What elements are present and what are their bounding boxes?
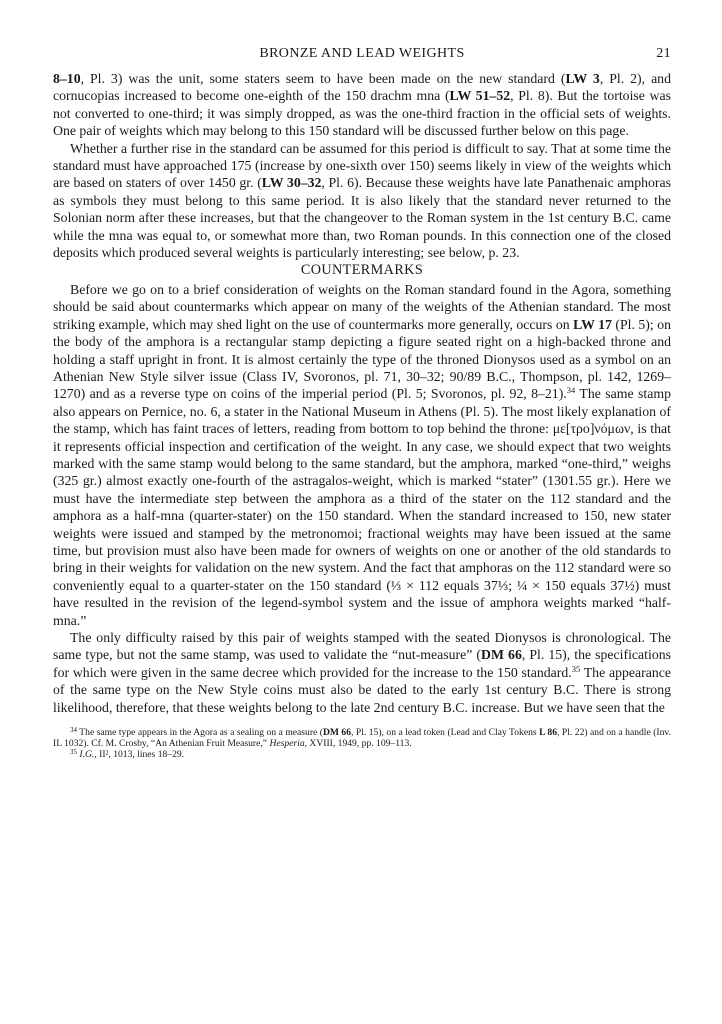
bold-reference: DM 66 bbox=[481, 647, 522, 663]
section-heading: COUNTERMARKS bbox=[300, 262, 424, 279]
paragraph bbox=[53, 70, 671, 140]
running-title: BRONZE AND LEAD WEIGHTS bbox=[259, 46, 465, 61]
italic-text: Hesperia bbox=[269, 738, 305, 750]
text-run: (Pl. 5); on the body of the amphora is a rectangular stamp depicting a figure seated right on a high-backed throne and holding a staff upright in front. It is almost certainly the type of the throned Dionysos used as a symbol on an Athenian New Style silver issue (Class IV, Svoronos, pl. 71, 30–32; 90/89 B.C., Thompson, pl. 142, 1269–1270) and as a reverse type on coins of the imperial period (Pl. 5; Svoronos, pl. 92, 8–21). bbox=[53, 316, 671, 402]
bold-reference: 8–10 bbox=[53, 71, 81, 86]
text-run: , Pl. 2), and cornucopias increased to become one-eighth of the 150 drachm mna ( bbox=[53, 71, 671, 104]
footnote-marker: 35 bbox=[571, 663, 581, 674]
footnotes bbox=[53, 727, 671, 761]
footnote-marker: 35 bbox=[70, 748, 77, 757]
body-text bbox=[53, 70, 671, 716]
bold-reference: DM 66 bbox=[322, 727, 352, 739]
page-number: 21 bbox=[656, 46, 671, 61]
paragraph bbox=[53, 629, 671, 716]
footnote bbox=[53, 727, 671, 749]
text-run: , Pl. 22) and on a handle (Inv. IL 1032). Cf. M. Crosby, “An Athenian Fruit Measure,” bbox=[53, 727, 671, 750]
text-run: The appearance of the same type on the New Style coins must also be dated to the early 1st century B.C. There is strong likelihood, therefore, that these weights belong to the late 2nd century B.C. increase. But we have seen that the bbox=[53, 664, 671, 715]
bold-reference: LW 17 bbox=[573, 316, 612, 332]
bold-reference: LW 51–52 bbox=[449, 88, 511, 104]
bold-reference: L 86 bbox=[539, 727, 558, 739]
text-run: , Pl. 6). Because these weights have late Panathenaic amphoras as symbols they must belong to this same period. It is also likely that the standard never returned to the Solonian norm after these increases, but that the changeover to the Roman system in the 1st century B.C. came while the mna was equal to, or somewhat more than, two Roman pounds. In this connection one of the closed deposits which produced several weights is particularly interesting; see below, p. 23. bbox=[53, 175, 671, 261]
text-run: Whether a further rise in the standard can be assumed for this period is difficult to say. That at some time the standard must have approached 175 (increase by one-sixth over 150) seems likely in view of the weights which are based on staters of over 1450 gr. ( bbox=[53, 140, 671, 191]
text-run: , XVIII, 1949, pp. 109–113. bbox=[304, 738, 412, 750]
text-run: The same stamp also appears on Pernice, no. 6, a stater in the National Museum in Athens (Pl. 5). The most likely explanation of the stamp, which has faint traces of letters, reading from bottom to top behind the throne: με[τρο]νόμων, is that it represents official inspection and certification of the weight. In any case, we should expect that two weights marked with the same stamp would belong to the same standard, but the amphora, marked “one-third,” weighs (325 gr.) almost exactly one-fourth of the astragalos-weight, which is marked “stater” (1301.55 gr.). Here we must have the intermediate step between the amphora as a third of the stater on the 112 standard and the amphora as a half-mna (quarter-stater) on the 150 standard. When the standard increased to 150, new stater weights were issued and stamped by the metronomoi; fractional weights may have been issued at the same time, but provision must also have been made for owners of weights on one or another of the old standards to bring in their weights for validation on the new system. And the fact that amphoras on the 112 standard were so conveniently equal to a quarter-stater on the 150 standard (⅓ × 112 equals 37⅓; ¼ × 150 equals 37½) must have resulted in the revision of the legend-symbol system and the issue of amphora weights marked “half-mna.” bbox=[53, 386, 671, 628]
bold-reference: LW 30–32 bbox=[261, 175, 322, 191]
text-run: , Pl. 15), on a lead token (Lead and Clay Tokens bbox=[351, 727, 540, 739]
footnote-marker: 34 bbox=[70, 726, 77, 735]
bold-reference: LW 3 bbox=[565, 71, 600, 86]
footnote-marker: 34 bbox=[566, 385, 576, 396]
text-run: The same type appears in the Agora as a sealing on a measure ( bbox=[77, 727, 323, 739]
text-run: , II², 1013, lines 18–29. bbox=[94, 749, 185, 761]
text-run: , Pl. 3) was the unit, some staters seem to have been made on the new standard ( bbox=[80, 71, 566, 86]
text-run: , Pl. 8). But the tortoise was not converted to one-third; it was simply dropped, as was the one-third fraction in the official sets of weights. One pair of weights which may belong to this 150 standard will be discussed further below on this page. bbox=[53, 88, 671, 139]
paragraph bbox=[53, 281, 671, 629]
running-header bbox=[53, 40, 671, 70]
page bbox=[53, 40, 671, 761]
text-run: , Pl. 15), the specifications for which were given in the same decree which provided for the increase to the 150 standard. bbox=[53, 647, 671, 680]
italic-text: I.G. bbox=[79, 749, 95, 761]
paragraph bbox=[53, 140, 671, 262]
text-run: Before we go on to a brief consideration of weights on the Roman standard found in the Agora, something should be said about countermarks which appear on many of the weights of the Athenian standard. The most striking example, which may shed light on the use of countermarks more generally, occurs on bbox=[53, 281, 671, 332]
footnote bbox=[53, 749, 671, 760]
text-run: The only difficulty raised by this pair of weights stamped with the seated Dionysos is chronological. The same type, but not the same stamp, was used to validate the “nut-measure” ( bbox=[53, 630, 671, 663]
